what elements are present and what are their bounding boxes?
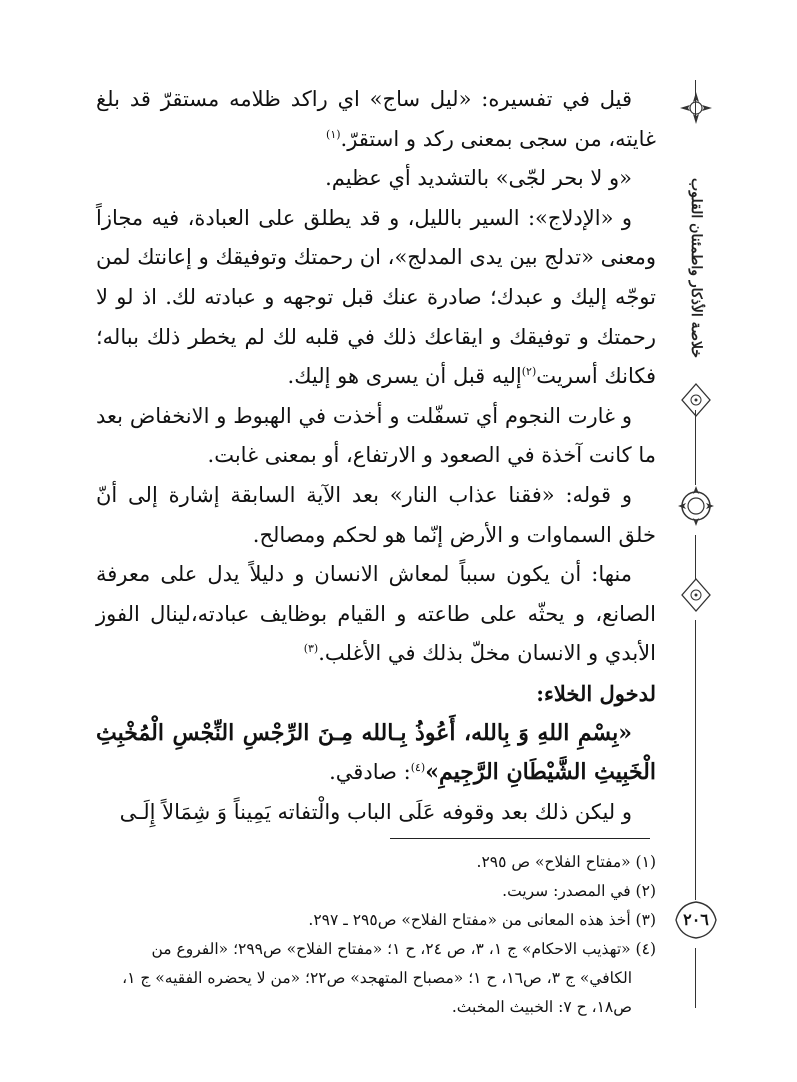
main-text <box>96 80 656 832</box>
paragraph <box>96 555 656 674</box>
margin-rule <box>695 535 696 580</box>
footnote-mark: (٢) <box>521 365 537 379</box>
paragraph <box>96 199 656 397</box>
footnote: (٤) «تهذيب الاحكام» ج ١، ٣، ص ٢٤، ح ١؛ «مفتاح الفلاح» ص٢٩٩؛ «الفروع من <box>151 940 656 958</box>
diamond-ornament-icon <box>676 380 716 420</box>
paragraph: و قوله: «فقنا عذاب النار» بعد الآية السابقة إشارة إلى أنّ خلق السماوات و الأرض إنّما هو لحكم ومصالح. <box>96 482 656 547</box>
footnote-mark: (٤) <box>410 761 426 775</box>
paragraph: و غارت النجوم أي تسفّلت و أخذت في الهبوط و الانخفاض بعد ما كانت آخذة في الصعود و الارتفاع، أو بمعنى غابت. <box>96 403 656 468</box>
paragraph <box>96 80 656 159</box>
paragraph-text: منها: أن يكون سبباً لمعاش الانسان و دليلاً يدل على معرفة الصانع، و يحثّه على طاعته و القيام بوظايف عبادته،لينال الفوز الأبدي و الانسان مخلّ بذلك في الأغلب. <box>96 562 656 666</box>
footnote: (١) «مفتاح الفلاح» ص ٢٩٥. <box>476 853 656 871</box>
margin-rule <box>695 620 696 900</box>
diamond-ornament-icon <box>676 575 716 615</box>
margin-ornament-column <box>672 80 720 1020</box>
margin-rule <box>695 948 696 1008</box>
paragraph: و ليكن ذلك بعد وقوفه عَلَى الباب والْتفاته يَمِيناً وَ شِمَالاً إِلَـى <box>119 799 632 824</box>
page-number: ٢٠٦ <box>683 910 709 929</box>
section-heading: لدخول الخلاء: <box>536 680 656 706</box>
paragraph-text: قيل في تفسيره: «ليل ساج» اي راكد ظلامه مستقرّ قد بلغ غايته، من سجى بمعنى ركد و استقرّ. <box>96 87 656 151</box>
footnote-mark: (٣) <box>303 642 319 656</box>
rosette-ornament-icon <box>674 480 718 532</box>
footnote-continued: ص١٨، ح ٧: الخبيث المخبث. <box>451 998 632 1016</box>
flower-ornament-icon <box>676 88 716 128</box>
footnote-mark: (١) <box>326 127 341 141</box>
paragraph-text: إليه قبل أن يسرى هو إليك. <box>287 364 522 389</box>
footnotes <box>96 848 656 1022</box>
footnote-continued: الكافي» ج ٣، ص١٦، ح ١؛ «مصباح المتهجد» ص٢٢؛ «من لا يحضره الفقيه» ج ١، <box>122 969 632 987</box>
running-title: خلاصة الأذكار واطمئنان القلوب <box>688 178 704 358</box>
dua-source: : صادقي. <box>329 760 411 785</box>
margin-rule <box>695 425 696 485</box>
footnote-divider <box>390 838 650 839</box>
paragraph-text: و «الإدلاج»: السير بالليل، و قد يطلق على العبادة، فيه مجازاً ومعنى «تدلج بين يدى المدلج»، ان رحمتك وتوفيقك و إعانتك لمن توجّه إليك و عبدك؛ صادرة عنك قبل توجهه و عبادته لك. اذ لو لا رحمتك و توفيقك و ايقاعك ذلك في قلبه لك لم يخطر ذلك بباله؛ فكانك أسريت <box>96 205 656 389</box>
dua-text: «بِسْمِ اللهِ وَ بِالله، أَعُوذُ بِـالله مِـنَ الرِّجْسِ النِّجْسِ الْمُخْبِثِ الْخَبِيثِ الشَّيْطَانِ الرَّجِيمِ» <box>96 719 656 786</box>
footnote: (٢) في المصدر: سريت. <box>502 882 656 900</box>
footnote: (٣) أخذ هذه المعانى من «مفتاح الفلاح» ص٢٩٥ ـ ٢٩٧. <box>308 911 656 929</box>
paragraph: «و لا بحر لجّى» بالتشديد أي عظيم. <box>325 166 632 191</box>
dua-paragraph <box>96 714 656 793</box>
